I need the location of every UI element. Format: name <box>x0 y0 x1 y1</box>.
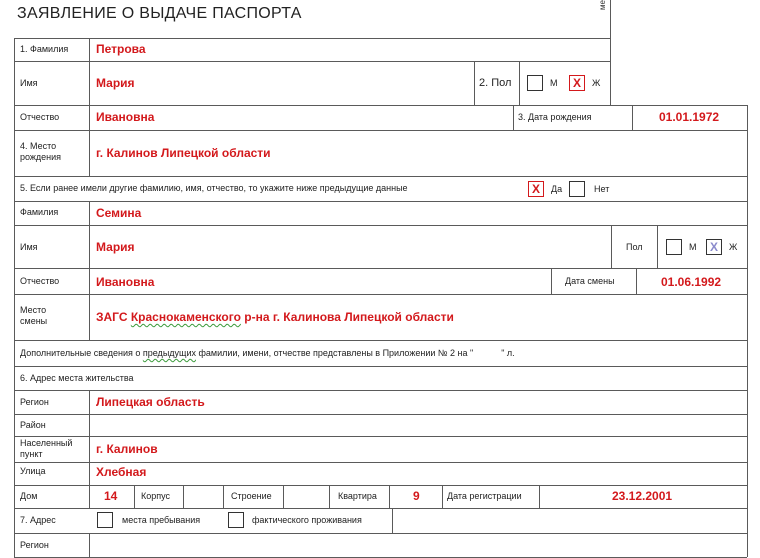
name-value[interactable]: Мария <box>96 76 135 90</box>
stay-place-checkbox[interactable] <box>97 512 113 528</box>
street-label: Улица <box>20 466 46 476</box>
sex-male-checkbox[interactable] <box>527 75 543 91</box>
change-date-value[interactable]: 01.06.1992 <box>661 275 722 289</box>
sex-female-checkbox[interactable] <box>569 75 585 91</box>
change-place-part-a: ЗАГС <box>96 310 131 324</box>
sex-label: 2. Пол <box>479 77 512 89</box>
additional-part-b: предыдущих <box>142 348 196 358</box>
prev-sex-female-checkbox[interactable] <box>706 239 722 255</box>
change-place-value[interactable] <box>96 310 454 324</box>
patronymic-value[interactable]: Ивановна <box>96 110 155 124</box>
residence-title: 6. Адрес места жительства <box>20 373 134 383</box>
region2-value[interactable] <box>92 536 742 554</box>
actual-place-label: фактического проживания <box>252 515 362 525</box>
region-value[interactable]: Липецкая область <box>96 395 205 409</box>
name-label: Имя <box>20 78 38 88</box>
street-value[interactable]: Хлебная <box>96 465 147 479</box>
change-place-label: Место смены <box>20 305 48 326</box>
address7-label: 7. Адрес <box>20 515 56 525</box>
prev-data-question: 5. Если ранее имели другие фамилию, имя, отчество, то укажите ниже предыдущие данные <box>20 183 408 193</box>
sex-male-label: М <box>550 78 558 88</box>
prev-name-label: Имя <box>20 242 38 252</box>
stay-place-label: места пребывания <box>122 515 201 525</box>
additional-part-c: фамилии, имени, отчестве представлены в Приложении № 2 на " <box>195 348 474 358</box>
prev-name-value[interactable]: Мария <box>96 240 135 254</box>
prev-patronymic-value[interactable]: Ивановна <box>96 275 155 289</box>
additional-part-a: Дополнительные сведения о <box>20 348 143 358</box>
building-value[interactable] <box>186 488 220 505</box>
reg-date-label: Дата регистрации <box>447 491 522 501</box>
region-label: Регион <box>20 397 49 407</box>
birth-place-value[interactable]: г. Калинов Липецкой области <box>96 146 271 160</box>
locality-value[interactable]: г. Калинов <box>96 442 158 456</box>
house-label: Дом <box>20 491 38 501</box>
change-date-label: Дата смены <box>565 276 615 286</box>
prev-yes-label: Да <box>551 184 563 194</box>
additional-info-text <box>20 348 515 359</box>
structure-value[interactable] <box>286 488 326 505</box>
birth-date-label: 3. Дата рождения <box>518 112 592 122</box>
structure-label: Строение <box>231 491 272 501</box>
sex-female-mark: Х <box>573 76 582 90</box>
actual-place-checkbox[interactable] <box>228 512 244 528</box>
surname-value[interactable]: Петрова <box>96 42 146 56</box>
surname-label: 1. Фамилия <box>20 44 69 54</box>
prev-surname-label: Фамилия <box>20 207 59 217</box>
apartment-value[interactable]: 9 <box>413 489 420 503</box>
region2-label: Регион <box>20 540 49 550</box>
house-value[interactable]: 14 <box>104 489 118 503</box>
prev-sex-male-label: М <box>689 242 697 252</box>
side-margin-text: ме <box>598 0 607 10</box>
prev-sex-female-mark: Х <box>710 240 719 254</box>
district-value[interactable] <box>92 416 742 434</box>
prev-sex-label: Пол <box>626 242 643 252</box>
birth-place-label: 4. Место рождения <box>20 141 62 162</box>
sex-female-label: Ж <box>592 78 601 88</box>
locality-label: Населенный пункт <box>20 438 73 459</box>
prev-sex-female-label: Ж <box>729 242 738 252</box>
change-place-part-c: р-на г. Калинова Липецкой области <box>240 310 454 324</box>
prev-surname-value[interactable]: Семина <box>96 206 142 220</box>
reg-date-value[interactable]: 23.12.2001 <box>612 489 673 503</box>
building-label: Корпус <box>141 491 171 501</box>
prev-no-label: Нет <box>594 184 610 194</box>
patronymic-label: Отчество <box>20 112 60 122</box>
form-title: ЗАЯВЛЕНИЕ О ВЫДАЧЕ ПАСПОРТА <box>17 5 302 22</box>
birth-date-value[interactable]: 01.01.1972 <box>659 110 720 124</box>
prev-yes-checkbox[interactable] <box>528 181 544 197</box>
apartment-label: Квартира <box>338 491 377 501</box>
additional-part-d: " л. <box>501 348 515 358</box>
change-place-part-b: Краснокаменского <box>130 310 241 324</box>
prev-no-checkbox[interactable] <box>569 181 585 197</box>
prev-patronymic-label: Отчество <box>20 276 60 286</box>
prev-sex-male-checkbox[interactable] <box>666 239 682 255</box>
district-label: Район <box>20 420 46 430</box>
prev-yes-mark: Х <box>532 182 541 196</box>
